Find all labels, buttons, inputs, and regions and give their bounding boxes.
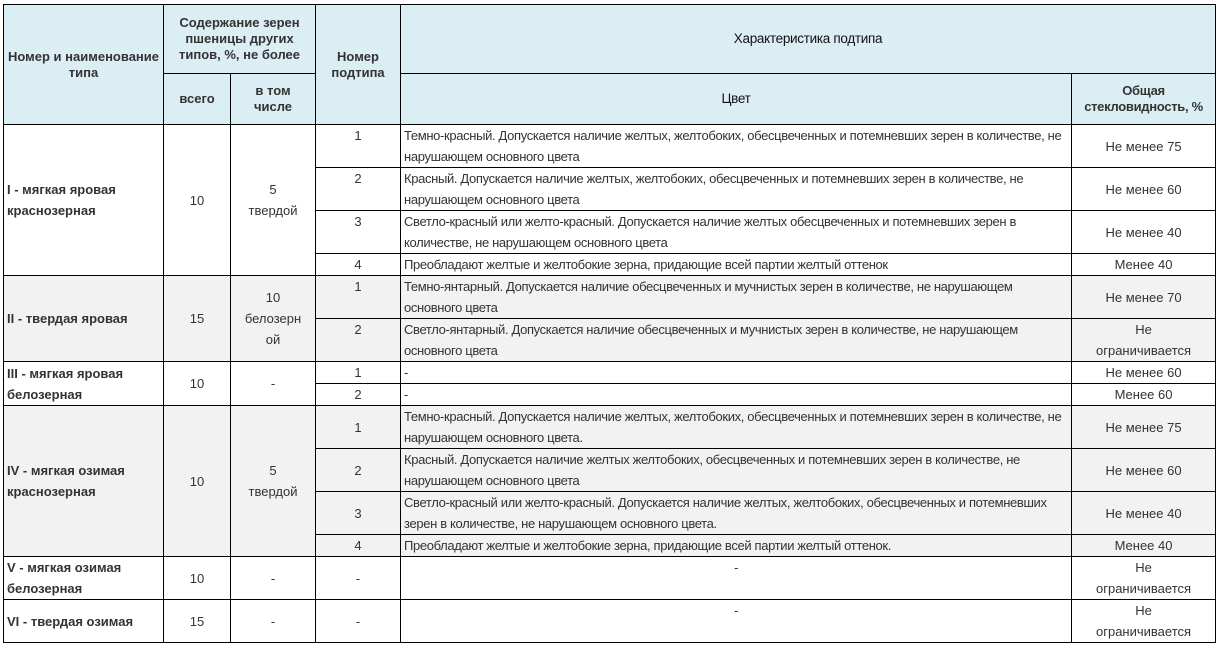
including-value: - [231,600,316,643]
subtype-color: - [401,600,1072,643]
subtype-color: Темно-янтарный. Допускается наличие обесцвеченных и мучнистых зерен в количестве, не нарушающем основного цвета [401,276,1072,319]
including-value: 5 твердой [231,406,316,557]
total-value: 15 [164,276,231,362]
subtype-color: Преобладают желтые и желтобокие зерна, придающие всей партии желтый оттенок [401,254,1072,276]
subtype-number: 1 [316,406,401,449]
table-row [4,406,1216,449]
subtype-color: Красный. Допускается наличие желтых, желтобоких, обесцвеченных и потемневших зерен в количестве, не нарушающем основного цвета [401,168,1072,211]
subtype-number: 3 [316,492,401,535]
total-value: 10 [164,406,231,557]
header-characteristic: Характеристика подтипа [401,5,1216,74]
subtype-vitreousness: Не менее 40 [1072,492,1216,535]
table-row [4,276,1216,319]
including-value: 5 твердой [231,125,316,276]
total-value: 15 [164,600,231,643]
subtype-number: 4 [316,254,401,276]
subtype-number: 2 [316,449,401,492]
subtype-vitreousness: Не ограничивается [1072,600,1216,643]
subtype-vitreousness: Не менее 60 [1072,362,1216,384]
table-row [4,125,1216,168]
subtype-number: 4 [316,535,401,557]
subtype-vitreousness: Не менее 60 [1072,168,1216,211]
subtype-number: 1 [316,362,401,384]
subtype-number: 2 [316,319,401,362]
subtype-color: - [401,362,1072,384]
type-name: III - мягкая яровая белозерная [4,362,164,406]
header-total: всего [164,74,231,125]
subtype-color: Светло-красный или желто-красный. Допускается наличие желтых, желтобоких, обесцвеченных и потемневших зерен в количестве, не нарушающем основного цвета. [401,492,1072,535]
including-value: - [231,557,316,600]
subtype-color: Темно-красный. Допускается наличие желтых, желтобоких, обесцвеченных и потемневших зерен в количестве, не нарушающем основного цвета [401,125,1072,168]
type-name: V - мягкая озимая белозерная [4,557,164,600]
type-name: IV - мягкая озимая краснозерная [4,406,164,557]
subtype-vitreousness: Менее 60 [1072,384,1216,406]
subtype-color: Светло-красный или желто-красный. Допускается наличие желтых обесцвеченных и потемневших зерен в количестве, не нарушающем основного цвета [401,211,1072,254]
total-value: 10 [164,557,231,600]
subtype-vitreousness: Не менее 60 [1072,449,1216,492]
subtype-vitreousness: Менее 40 [1072,254,1216,276]
total-value: 10 [164,362,231,406]
subtype-number: 1 [316,276,401,319]
type-name: I - мягкая яровая краснозерная [4,125,164,276]
subtype-color: Светло-янтарный. Допускается наличие обесцвеченных и мучнистых зерен в количестве, не нарушающем основного цвета [401,319,1072,362]
table-row [4,557,1216,600]
subtype-number: 1 [316,125,401,168]
subtype-number: 3 [316,211,401,254]
subtype-color: Преобладают желтые и желтобокие зерна, придающие всей партии желтый оттенок. [401,535,1072,557]
including-value: - [231,362,316,406]
including-value: 10 белозерн ой [231,276,316,362]
subtype-vitreousness: Менее 40 [1072,535,1216,557]
wheat-types-table [3,4,1216,643]
header-including: в том числе [231,74,316,125]
subtype-vitreousness: Не менее 40 [1072,211,1216,254]
header-color: Цвет [401,74,1072,125]
subtype-color: - [401,557,1072,600]
subtype-vitreousness: Не менее 70 [1072,276,1216,319]
total-value: 10 [164,125,231,276]
table-row [4,362,1216,384]
header-subtype-number: Номер подтипа [316,5,401,125]
subtype-number: - [316,600,401,643]
subtype-color: Красный. Допускается наличие желтых желтобоких, обесцвеченных и потемневших зерен в количестве, не нарушающем основного цвета [401,449,1072,492]
subtype-vitreousness: Не менее 75 [1072,406,1216,449]
header-content-group: Содержание зерен пшеницы других типов, %, не более [164,5,316,74]
subtype-vitreousness: Не ограничивается [1072,319,1216,362]
subtype-color: Темно-красный. Допускается наличие желтых, желтобоких, обесцвеченных и потемневших зерен в количестве, не нарушающем основного цвета. [401,406,1072,449]
subtype-number: 2 [316,168,401,211]
header-type: Номер и наименование типа [4,5,164,125]
subtype-vitreousness: Не ограничивается [1072,557,1216,600]
table-row [4,600,1216,643]
subtype-number: - [316,557,401,600]
subtype-color: - [401,384,1072,406]
subtype-vitreousness: Не менее 75 [1072,125,1216,168]
subtype-number: 2 [316,384,401,406]
type-name: VI - твердая озимая [4,600,164,643]
type-name: II - твердая яровая [4,276,164,362]
header-vitreousness: Общая стекловидность, % [1072,74,1216,125]
